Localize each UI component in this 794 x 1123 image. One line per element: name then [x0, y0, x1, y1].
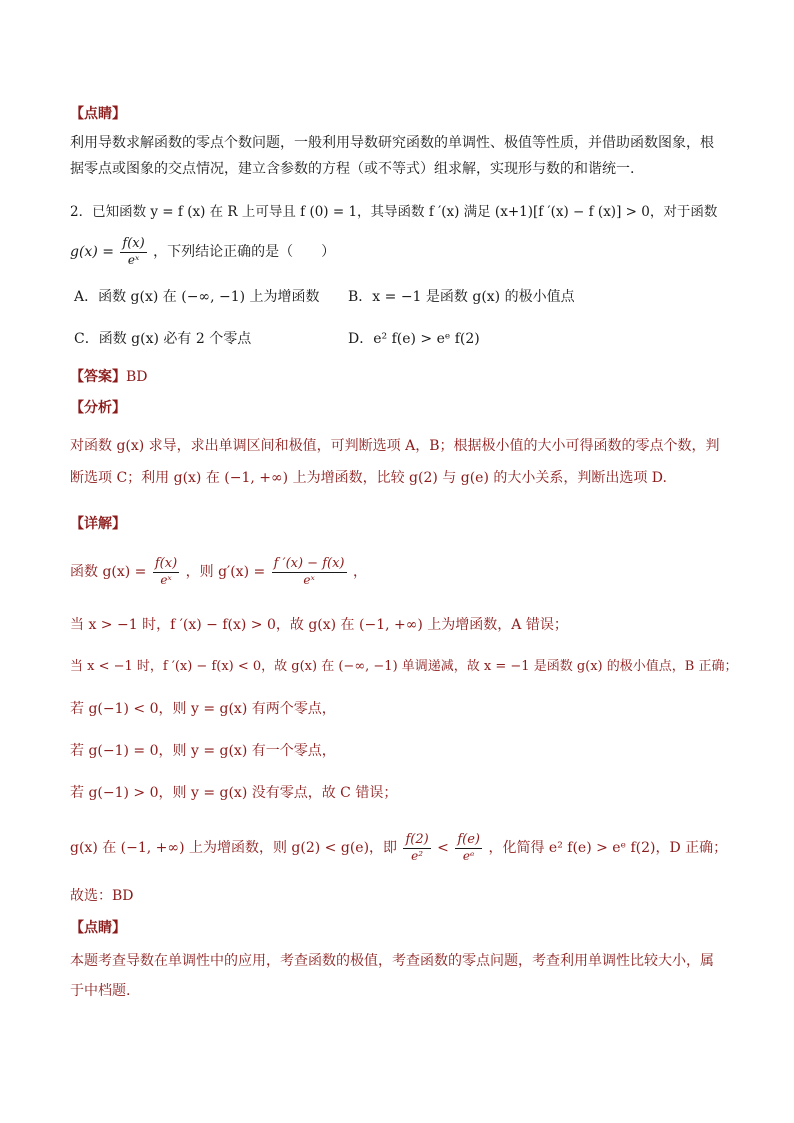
answer-line	[70, 367, 148, 387]
analysis-tag: 【分析】	[70, 400, 126, 416]
detail-l1-fraction1	[153, 556, 179, 588]
answer-value: BD	[126, 369, 148, 385]
section-tag-dianjing: 【点睛】	[70, 106, 126, 122]
question-stem-line1: 2．已知函数 y = f (x) 在 R 上可导且 f (0) = 1，其导函数 f ′(x) 满足 (x+1)[f ′(x) − f (x)] > 0，对于函数	[70, 204, 718, 220]
detail-l7-frac1-den: e²	[411, 849, 424, 863]
detail-l1-frac2-num: f ′(x) − f(x)	[273, 556, 345, 571]
detail-l1-prefix: 函数 g(x) =	[70, 564, 147, 580]
detail-line2: 当 x > −1 时，f ′(x) − f(x) > 0，故 g(x) 在 (−1, +∞) 上为增函数，A 错误；	[70, 617, 568, 633]
detail-l1-frac2-den: eˣ	[303, 573, 315, 587]
detail-l1-frac1-num: f(x)	[154, 556, 178, 571]
detail-line7	[70, 826, 727, 870]
detail-l1-mid: ，则 g′(x) =	[185, 564, 266, 580]
detail-line3: 当 x < −1 时，f ′(x) − f(x) < 0，故 g(x) 在 (−∞, −1) 单调递减，故 x = −1 是函数 g(x) 的极小值点，B 正确；	[70, 659, 738, 674]
detail-l7-frac1-num: f(2)	[405, 832, 429, 847]
detail-line4: 若 g(−1) < 0，则 y = g(x) 有两个零点，	[70, 701, 336, 717]
question-stem-line2	[70, 232, 335, 272]
detail-l1-suffix: ，	[352, 564, 367, 580]
detail-tag: 【详解】	[70, 516, 126, 532]
detail-l7-prefix: g(x) 在 (−1, +∞) 上为增函数，则 g(2) < g(e)，即	[70, 840, 398, 856]
detail-line1	[70, 550, 367, 594]
g-def-label: g(x) =	[70, 244, 114, 260]
analysis-paragraph: 对函数 g(x) 求导，求出单调区间和极值，可判断选项 A，B；根据极小值的大小可得函数的零点个数，判断选项 C；利用 g(x) 在 (−1, +∞) 上为增函数，比较 g(2) 与 g(e) 的大小关系，判断出选项 D.	[70, 438, 720, 486]
detail-l1-fraction2	[272, 556, 347, 588]
detail-l7-lt: <	[437, 840, 449, 856]
detail-l7-fraction1	[403, 832, 430, 864]
option-a: A．函数 g(x) 在 (−∞, −1) 上为增函数	[74, 289, 320, 305]
answer-tag: 【答案】	[70, 369, 126, 385]
detail-l7-fraction2	[455, 832, 482, 864]
detail-l7-frac2-den: eᵉ	[462, 849, 475, 863]
g-def-fraction	[120, 236, 146, 268]
detail-l7-frac2-num: f(e)	[457, 832, 481, 847]
dianjing2-paragraph: 本题考查导数在单调性中的应用，考查函数的极值，考查函数的零点问题，考查利用单调性比较大小，属于中档题.	[70, 953, 714, 999]
option-b: B．x = −1 是函数 g(x) 的极小值点	[348, 289, 575, 305]
dianjing-paragraph: 利用导数求解函数的零点个数问题，一般利用导数研究函数的单调性、极值等性质，并借助函数图象，根据零点或图象的交点情况，建立含参数的方程（或不等式）组求解，实现形与数的和谐统一.	[70, 135, 714, 177]
option-d: D．e² f(e) > eᵉ f(2)	[348, 331, 480, 347]
g-def-denominator: eˣ	[127, 253, 140, 267]
question-prompt: ，下列结论正确的是（ ）	[153, 244, 336, 260]
detail-l7-suffix: ，化简得 e² f(e) > eᵉ f(2)，D 正确；	[488, 840, 728, 856]
detail-l1-frac1-den: eˣ	[160, 573, 172, 587]
detail-line5: 若 g(−1) = 0，则 y = g(x) 有一个零点，	[70, 743, 336, 759]
g-def-numerator: f(x)	[122, 236, 145, 251]
detail-line6: 若 g(−1) > 0，则 y = g(x) 没有零点，故 C 错误；	[70, 785, 398, 801]
detail-choice: 故选：BD	[70, 888, 134, 904]
option-c: C．函数 g(x) 必有 2 个零点	[74, 331, 252, 347]
section-tag-dianjing-2: 【点睛】	[70, 920, 126, 936]
